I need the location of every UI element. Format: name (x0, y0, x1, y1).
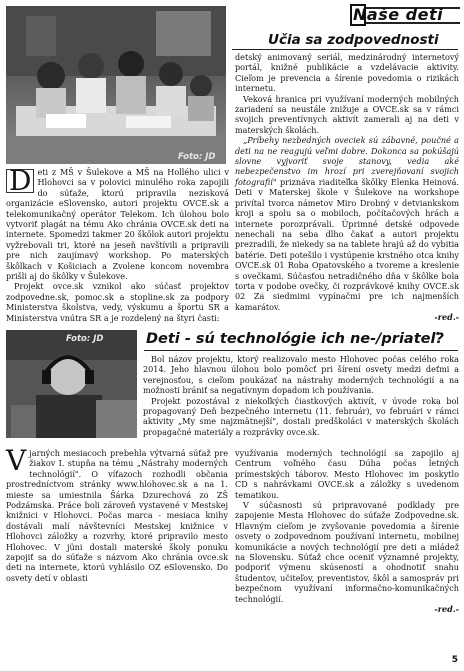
section-tag (348, 4, 460, 26)
article2-right-column (235, 448, 459, 615)
headline-rule (144, 350, 458, 351)
article1-left-column (6, 164, 229, 323)
paragraph: Bol názov projektu, ktorý realizovalo mesto Hlohovec počas celého roka 2014. Jeho hlavnou úlohou bolo pomôcť pri šírení osvety medzi deťmi a verejnosťou, s cieľom poukázať na nástrahy moderných technológií a na možnosti brániť sa negatívnym dopadom ich používania. (143, 354, 459, 396)
article1-headline: Učia sa zodpovednosti (268, 32, 439, 48)
article1-right-column (235, 52, 459, 323)
paragraph: Projekt ovce.sk vznikol ako súčasť projektov zodpovedne.sk, pomoc.sk a stopline.sk za podpory Ministerstva školstva, vedy, výskumu a športu SR a Ministerstva vnútra SR a je rozdelený na štyri časti: (6, 281, 229, 323)
paragraph-text: eti z MŠ v Šulekove a MŠ na Hollého ulici v Hlohovci sa v polovici minulého roka zapojili do súťaže, ktorú pripravila nezisková organizácie eSlovensko, autori projektu OVCE.sk a telekomunikačný operátor Telekom. Ich úlohou bolo vytvoriť plagát na tému Ako chrániа OVCE.sk deti na internete. Spomedzi takmer 20 škôlok autori projektu vyžrebovali tri, ktoré na jeseň navštívili a pripravili pre nich zaujímavý workshop. Po materských škôlkach v Košiciach a Zvolene koncom novembra prišli aj do škôlky v Šulekove. (6, 167, 229, 282)
article1-photo (6, 6, 226, 164)
page-number: 5 (451, 655, 458, 665)
kids-workshop-image (6, 6, 226, 164)
article2-intro (143, 354, 459, 437)
paragraph: Veková hranica pri využívaní moderných mobilných zariadení sa neustále znižuje a OVCE.sk sa v rámci svojich preventívnych aktivít zamerali aj na deti v materských školách. (235, 93, 459, 135)
signature: -red.- (434, 604, 459, 615)
paragraph: V súčasnosti sú pripravované podklady pre zapojenie Mesta Hlohovec do súťaže Zodpovedne.sk. Hlavným cieľom je zvyšovanie povedomia a šírenie osvety o zodpovednom používaní internetu, mobilnej komunikácie a nových technológií pre deti a mládež na Slovensku. Súťaž chce oceniť významné projekty, podporiť výmenu skúseností a ohodnotiť snahu študentov, učiteľov, preventistov, škôl a samospráv pri bezpečnom využívaní informačno-komunikačných technológií. (235, 500, 459, 604)
section-label: Naše deti (353, 5, 444, 24)
child-headset-image (6, 330, 137, 438)
quote: „Príbehy nezbedných oveciek sú zábavné, poučné a deti na ne reagujú veľmi dobre. Dokonca sa pokúšajú slovne vyjvoriť svoje stanovy, vedia aké nebezpečenstvo im hrozí pri zverejňovaní svojich fotografií" (235, 135, 459, 187)
photo-credit: Foto: JD (66, 334, 104, 344)
photo-credit: Foto: JD (178, 152, 216, 162)
paragraph: detský animovaný seriál, medzinárodný internetový portál, knižné publikácie a vzdelávacie aktivity. Cieľom je prevencia a šírenie povedomia o rizikách internetu. (235, 52, 459, 94)
paragraph: využívania moderných technológií sa zapojilo aj Centrum voľného času Dúha počas letných prímestských táborov. Mesto Hlohovec im poskytlo CD s nahrávkami OVCE.sk a záložky s uvedenom tematikou. (235, 448, 459, 500)
headline-rule (232, 49, 458, 50)
dropcap: D (6, 169, 34, 193)
article2-photo (6, 330, 137, 438)
paragraph: jarných mesiacoch prebehla výtvarná súťaž pre žiakov I. stupňa na tému „Nástrahy moderných technológií". O víťazoch rozhodli občania prostredníctvom stránky www.hlohovec.sk a na 1. mieste sa umiestnila Šárka Dzurechová zo ZŠ Podzámska. Práce boli zároveň vystavené v Mestskej knižnici v Hlohovci. Počas marca - mesiaca knihy dostávali malí návštevníci Mestskej knižnice v Hlohovci záložky a rozvrhy, ktoré pripravilo mesto Hlohovec. V jüni dostali materské školy ponuku zapojiť sa do súťaže s názvom Ako chrániа ovce.sk deti na internete, ktorú vyhlásilo OZ eSlovensko. Do osvety detí v oblasti (6, 448, 228, 583)
article2-headline: Deti - sú technológie ich ne-/priateľ? (146, 331, 444, 347)
article2-left-column (6, 444, 228, 583)
paragraph-text: priznáva riaditeľka škôlky Elenka Heinová. Deti v Materskej škole v Šulekove na workshope privítal tvorca námetov Miro Drobný v detviankskom kroji a spolu sa o mobiloch, počítačových hrách a internete porozprávali. Úprimné detské odpovede nenechali na seba dlho čakať a autori projektu prezradili, že niekedy sa na tablete hrajú až do vybitia batérie. Deti potešilo i vystúpenie krstného otca knihy OVCE.sk 01 Roba Opatovského a tvoreme a kreslenie s ovečkami. Súčasťou netradičného dňa v škôlke bola torta v podobe ovečky, či rozprávkové knihy OVCE.sk 02 Za siedmimi vypínačmi pre ich najmenších kamarátov. (235, 176, 459, 312)
paragraph (235, 135, 459, 312)
paragraph: Projekt pozostával z niekoľkých čiastkových aktivít, v úvode roka bol propagovaný Deň bezpečného internetu (11. február), vo februári v rámci aktivity „My sme najzmätnejší", dostali predškoláci v materských školách propagačné materiály a rozprávky ovce.sk. (143, 395, 459, 437)
signature: -red.- (434, 312, 459, 323)
paragraph (6, 167, 229, 281)
dropcap: V (6, 444, 27, 477)
